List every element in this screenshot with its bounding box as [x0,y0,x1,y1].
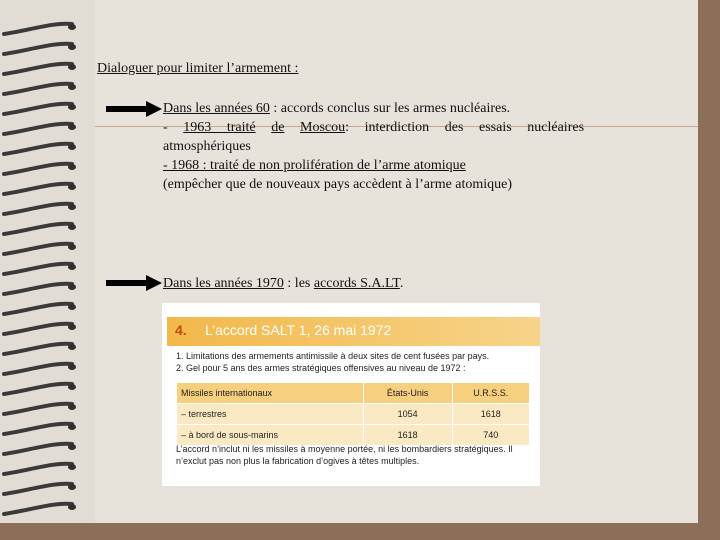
table-cell: – à bord de sous-marins [177,425,364,446]
document-title: L’accord SALT 1, 26 mai 1972 [205,322,392,338]
spiral-ring [4,384,72,394]
document-footnote: L’accord n’inclut ni les missiles à moyenne portée, ni les bombardiers stratégiques. Il n’exclut pas non plus la fabrication d’ogives à têtes multiples. [176,444,513,466]
section-1960s-heading: Dans les années 60 [163,101,270,116]
spiral-hole [68,444,76,450]
table-cell: 1054 [363,404,452,425]
table-cell: – terrestres [177,404,364,425]
table-header: Missiles internationaux [177,383,364,404]
spiral-ring [4,164,72,174]
spiral-hole [68,64,76,70]
spiral-hole [68,164,76,170]
spiral-ring [4,204,72,214]
spiral-hole [68,284,76,290]
spiral-hole [68,144,76,150]
spiral-ring [4,424,72,434]
missiles-table [176,382,530,446]
table-cell: 1618 [363,425,452,446]
spiral-hole [68,124,76,130]
spiral-ring [4,64,72,74]
table-header: États-Unis [363,383,452,404]
treaty-1968-explanation: (empêcher que de nouveaux pays accèdent à l’arme atomique) [163,177,513,192]
spiral-ring [4,444,72,454]
section-1960s [163,99,584,194]
spiral-hole [68,104,76,110]
spiral-hole [68,424,76,430]
table-cell: 740 [452,425,529,446]
table-header-row [177,383,530,404]
spiral-ring [4,404,72,414]
spiral-hole [68,384,76,390]
salt-document-image [162,303,540,486]
spiral-hole [68,44,76,50]
spiral-binding-icon [0,18,90,518]
spiral-hole [68,204,76,210]
section-1970s-heading: Dans les années 1970 [163,276,284,291]
spiral-hole [68,404,76,410]
spiral-ring [4,504,72,514]
spiral-ring [4,184,72,194]
document-point-1: 1. Limitations des armements antimissile à deux sites de cent fusées par pays. [176,351,490,361]
section-1960s-heading-line: Dans les années 60 : accords conclus sur les armes nucléaires. [163,101,511,116]
treaty-moscow-line-2: atmosphériques [163,139,251,154]
spiral-ring [4,104,72,114]
arrow-right-icon [106,100,162,118]
table-cell: 1618 [452,404,529,425]
spiral-ring [4,304,72,314]
document-points [176,350,536,374]
spiral-hole [68,184,76,190]
spiral-hole [68,484,76,490]
document-point-2: 2. Gel pour 5 ans des armes stratégiques offensives au niveau de 1972 : [176,363,466,373]
table-header: U.R.S.S. [452,383,529,404]
spiral-ring [4,124,72,134]
spiral-ring [4,364,72,374]
section-1970s: Dans les années 1970 : les accords S.A.LT. [163,276,404,291]
spiral-ring [4,284,72,294]
spiral-ring [4,464,72,474]
spiral-hole [68,464,76,470]
spiral-hole [68,84,76,90]
spiral-hole [68,364,76,370]
salt-accords-text: accords S.A.LT [313,276,400,291]
treaty-moscow-line: - 1963 traité de Moscou: interdiction des essais nucléaires [163,120,585,135]
spiral-ring [4,244,72,254]
spiral-hole [68,344,76,350]
spiral-hole [68,304,76,310]
spiral-ring [4,224,72,234]
spiral-hole [68,504,76,510]
spiral-hole [68,324,76,330]
slide-title: Dialoguer pour limiter l’armement : [97,61,299,76]
spiral-hole [68,244,76,250]
spiral-ring [4,24,72,34]
spiral-ring [4,144,72,154]
spiral-hole [68,24,76,30]
spiral-ring [4,44,72,54]
spiral-ring [4,484,72,494]
spiral-ring [4,264,72,274]
treaty-1968-line: - 1968 : traité de non prolifération de l’arme atomique [163,158,466,173]
spiral-ring [4,344,72,354]
spiral-hole [68,224,76,230]
spiral-ring [4,324,72,334]
arrow-right-icon [106,274,162,292]
spiral-ring [4,84,72,94]
spiral-hole [68,264,76,270]
document-header [167,317,540,346]
document-number: 4. [175,322,187,338]
table-row [177,404,530,425]
